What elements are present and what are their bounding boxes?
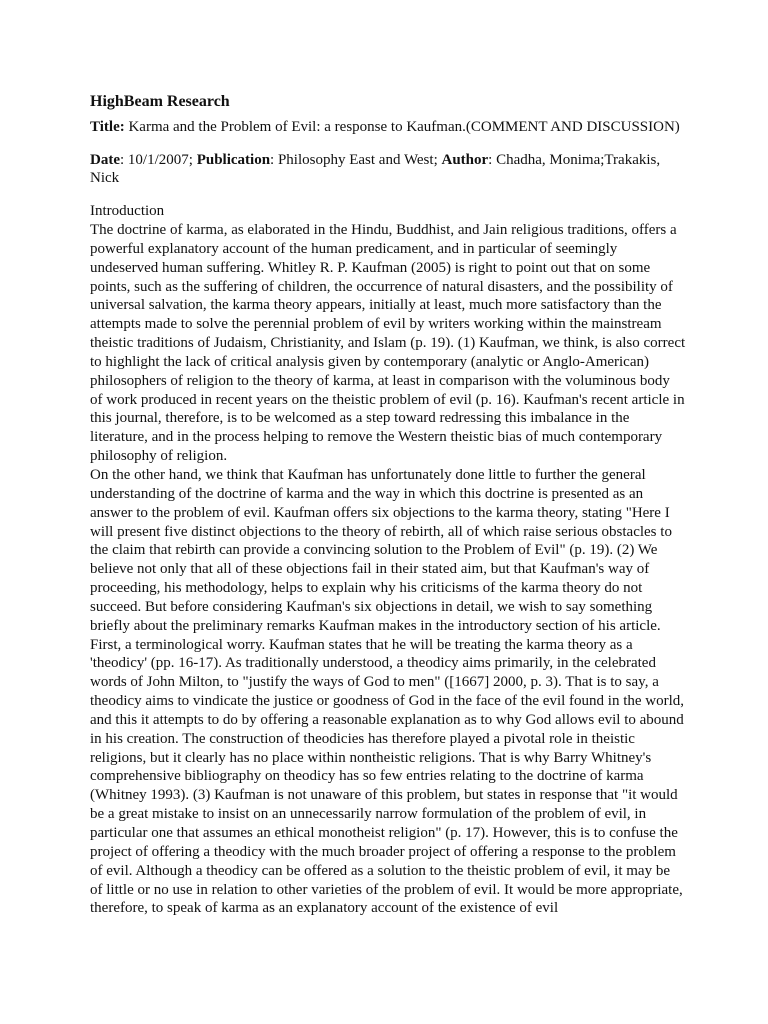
article-title-line <box>90 118 686 136</box>
author-label: Author <box>441 152 489 168</box>
date-label: Date <box>90 152 120 168</box>
site-title: HighBeam Research <box>90 93 230 110</box>
article-author: Chadha, Monima;Trakakis, Nick <box>90 152 661 186</box>
body-paragraph: On the other hand, we think that Kaufman has unfortunately done little to further the general understanding of the doctrine of karma and the way in which this doctrine is presented as an answer to the problem of evil. Kaufman offers six objections to the karma theory, stating "Here I will present five distinct objections to the theory of rebirth, all of which raise serious obstacles to the claim that rebirth can provide a convincing solution to the Problem of Evil" (p. 19). (2) We believe not only that all of these objections fail in their stated aim, but that Kaufman's way of proceeding, his methodology, helps to explain why his criticisms of the karma theory do not succeed. But before considering Kaufman's six objections in detail, we wish to say something briefly about the preliminary remarks Kaufman makes in the introductory section of his article. <box>90 466 672 634</box>
body-paragraph: The doctrine of karma, as elaborated in the Hindu, Buddhist, and Jain religious traditions, offers a powerful explanatory account of the human predicament, and in particular of seemingly undeserved human suffering. Whitley R. P. Kaufman (2005) is right to point out that on some points, such as the suffering of children, the occurrence of natural disasters, and the possibility of universal salvation, the karma theory appears, initially at least, much more satisfactory than the attempts made to solve the perennial problem of evil by writers working within the mainstream theistic traditions of Judaism, Christianity, and Islam (p. 19). (1) Kaufman, we think, is also correct to highlight the lack of critical analysis given by contemporary (analytic or Anglo-American) philosophers of religion to the theory of karma, at least in comparison with the voluminous body of work produced in recent years on the theistic problem of evil (p. 16). Kaufman's recent article in this journal, therefore, is to be welcomed as a step toward redressing this imbalance in the literature, and in the process helping to remove the Western theistic bias of much contemporary philosophy of religion. <box>90 222 686 465</box>
title-label: Title: <box>90 119 125 135</box>
document-page <box>90 92 686 918</box>
publication-label: Publication <box>196 152 271 168</box>
body-paragraph: First, a terminological worry. Kaufman states that he will be treating the karma theory as a 'theodicy' (pp. 16-17). As traditionally understood, a theodicy aims primarily, in the celebrated words of John Milton, to "justify the ways of God to men" ([1667] 2000, p. 3). That is to say, a theodicy aims to vindicate the justice or goodness of God in the face of the evil found in the world, and this it attempts to do by offering a reasonable explanation as to why God allows evil to abound in his creation. The construction of theodicies has therefore played a pivotal role in theistic religions, but it clearly has no place within nontheistic religions. That is why Barry Whitney's comprehensive bibliography on theodicy has so few entries relating to the doctrine of karma (Whitney 1993). (3) Kaufman is not unaware of this problem, but states in response that "it would be a great mistake to insist on an unnecessarily narrow formulation of the problem of evil, in particular one that assumes an ethical monotheist religion" (p. 17). However, this is to confuse the project of offering a theodicy with the much broader project of offering a response to the problem of evil. Although a theodicy can be offered as a solution to the theistic problem of evil, it may be of little or no use in relation to other varieties of the problem of evil. It would be more appropriate, therefore, to speak of karma as an explanatory account of the existence of evil <box>90 636 685 917</box>
article-date: 10/1/2007 <box>127 152 189 168</box>
article-publication: Philosophy East and West <box>277 152 434 168</box>
article-title: Karma and the Problem of Evil: a response to Kaufman.(COMMENT AND DISCUSSION) <box>128 119 680 135</box>
section-heading: Introduction <box>90 203 165 219</box>
article-meta-line: Date: 10/1/2007; Publication: Philosophy East and West; Author: Chadha, Monima;Trakakis, Nick <box>90 152 661 186</box>
